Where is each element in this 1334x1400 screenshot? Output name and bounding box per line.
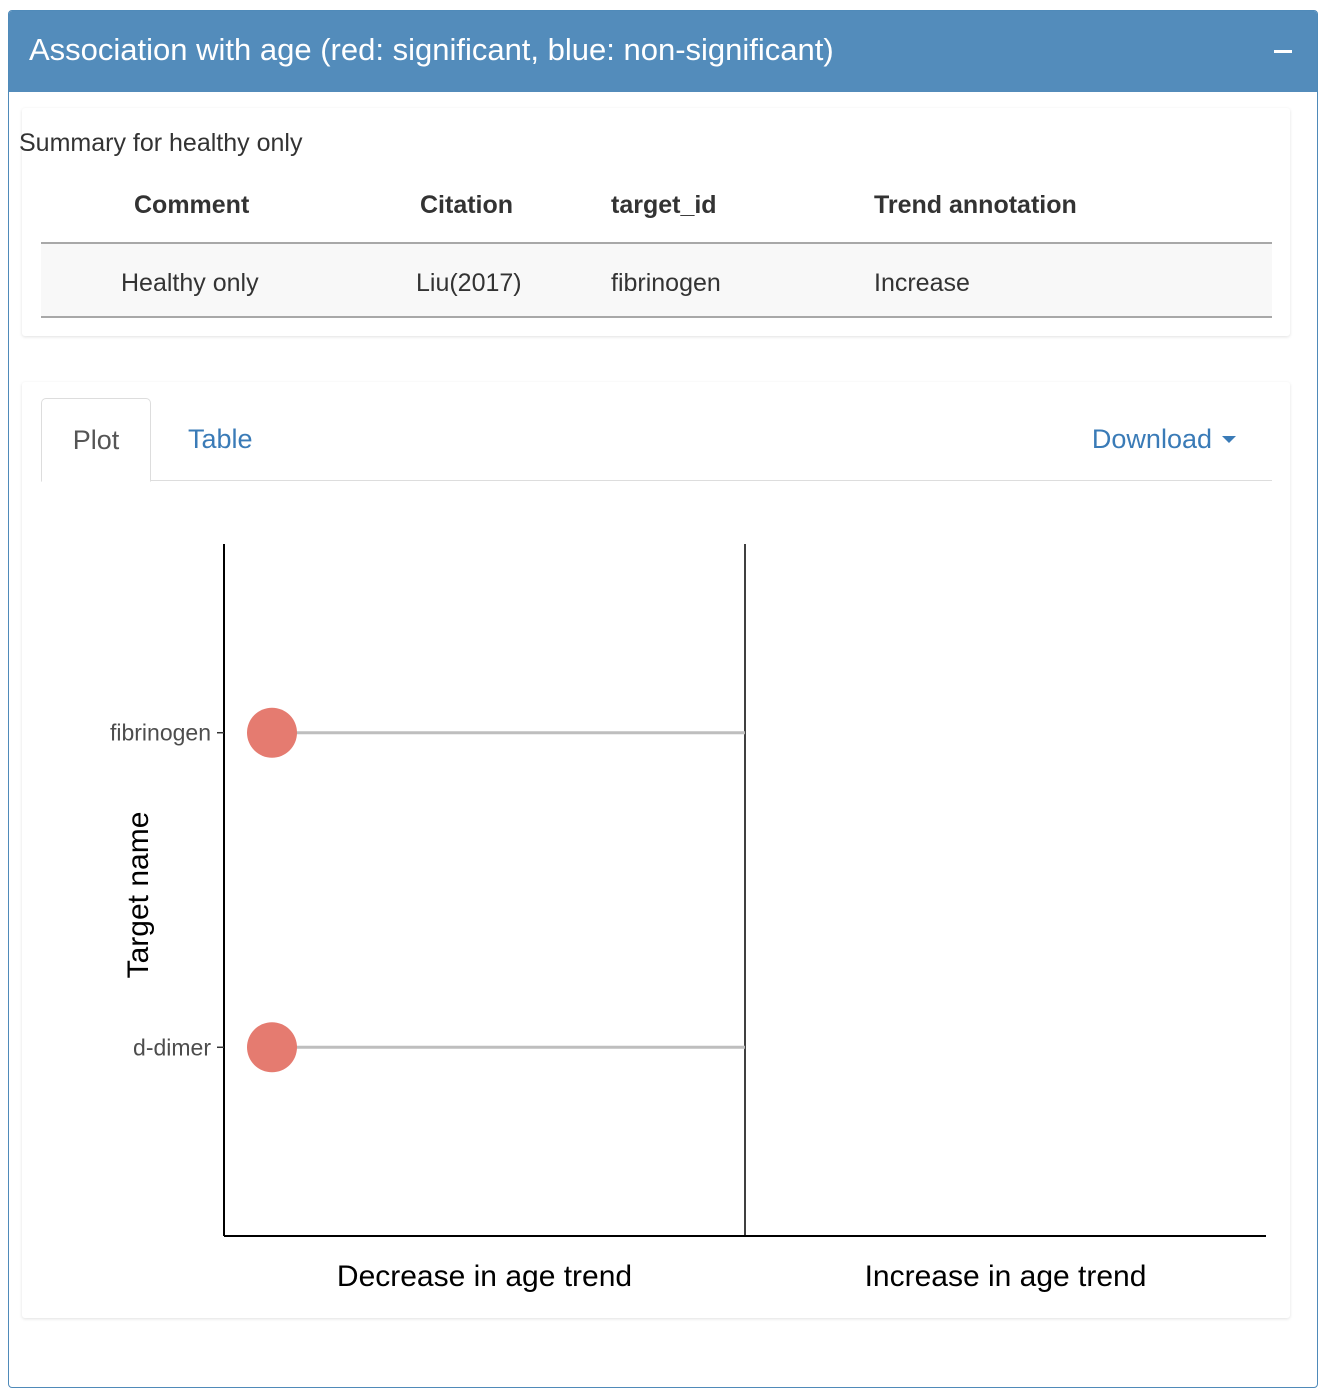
summary-caption: Summary for healthy only [19,129,303,157]
x-category-label: Decrease in age trend [336,1260,633,1293]
data-point [247,708,297,758]
minus-icon [1274,50,1292,53]
summary-table [41,182,1272,318]
tab-table[interactable]: Table [188,424,253,454]
caret-down-icon [1222,436,1236,443]
cell-citation: Liu(2017) [416,269,522,297]
plot-tabs [41,398,1272,481]
collapse-button[interactable] [1267,29,1299,69]
x-category-label: Increase in age trend [864,1260,1147,1293]
column-header-citation[interactable]: Citation [420,191,514,219]
tab-plot[interactable]: Plot [41,398,151,482]
panel-title: Association with age (red: significant, blue: non-significant) [29,32,834,67]
y-axis-title: Target name [122,811,155,979]
download-label: Download [1091,424,1212,454]
cell-comment: Healthy only [121,269,259,297]
column-header-trend-annotation[interactable]: Trend annotation [874,191,1077,219]
cell-trend-annotation: Increase [874,269,970,297]
column-header-comment[interactable]: Comment [134,191,250,219]
age-trend-chart [40,500,1280,1310]
download-dropdown[interactable] [1092,398,1236,480]
data-point [247,1022,297,1072]
table-footer-divider [41,316,1272,318]
tabs-divider [41,480,1272,481]
y-tick-label: d-dimer [133,1034,211,1061]
panel-header [9,11,1317,92]
column-header-target-id[interactable]: target_id [611,191,717,219]
y-tick-label: fibrinogen [109,719,211,746]
cell-target-id: fibrinogen [611,269,721,297]
